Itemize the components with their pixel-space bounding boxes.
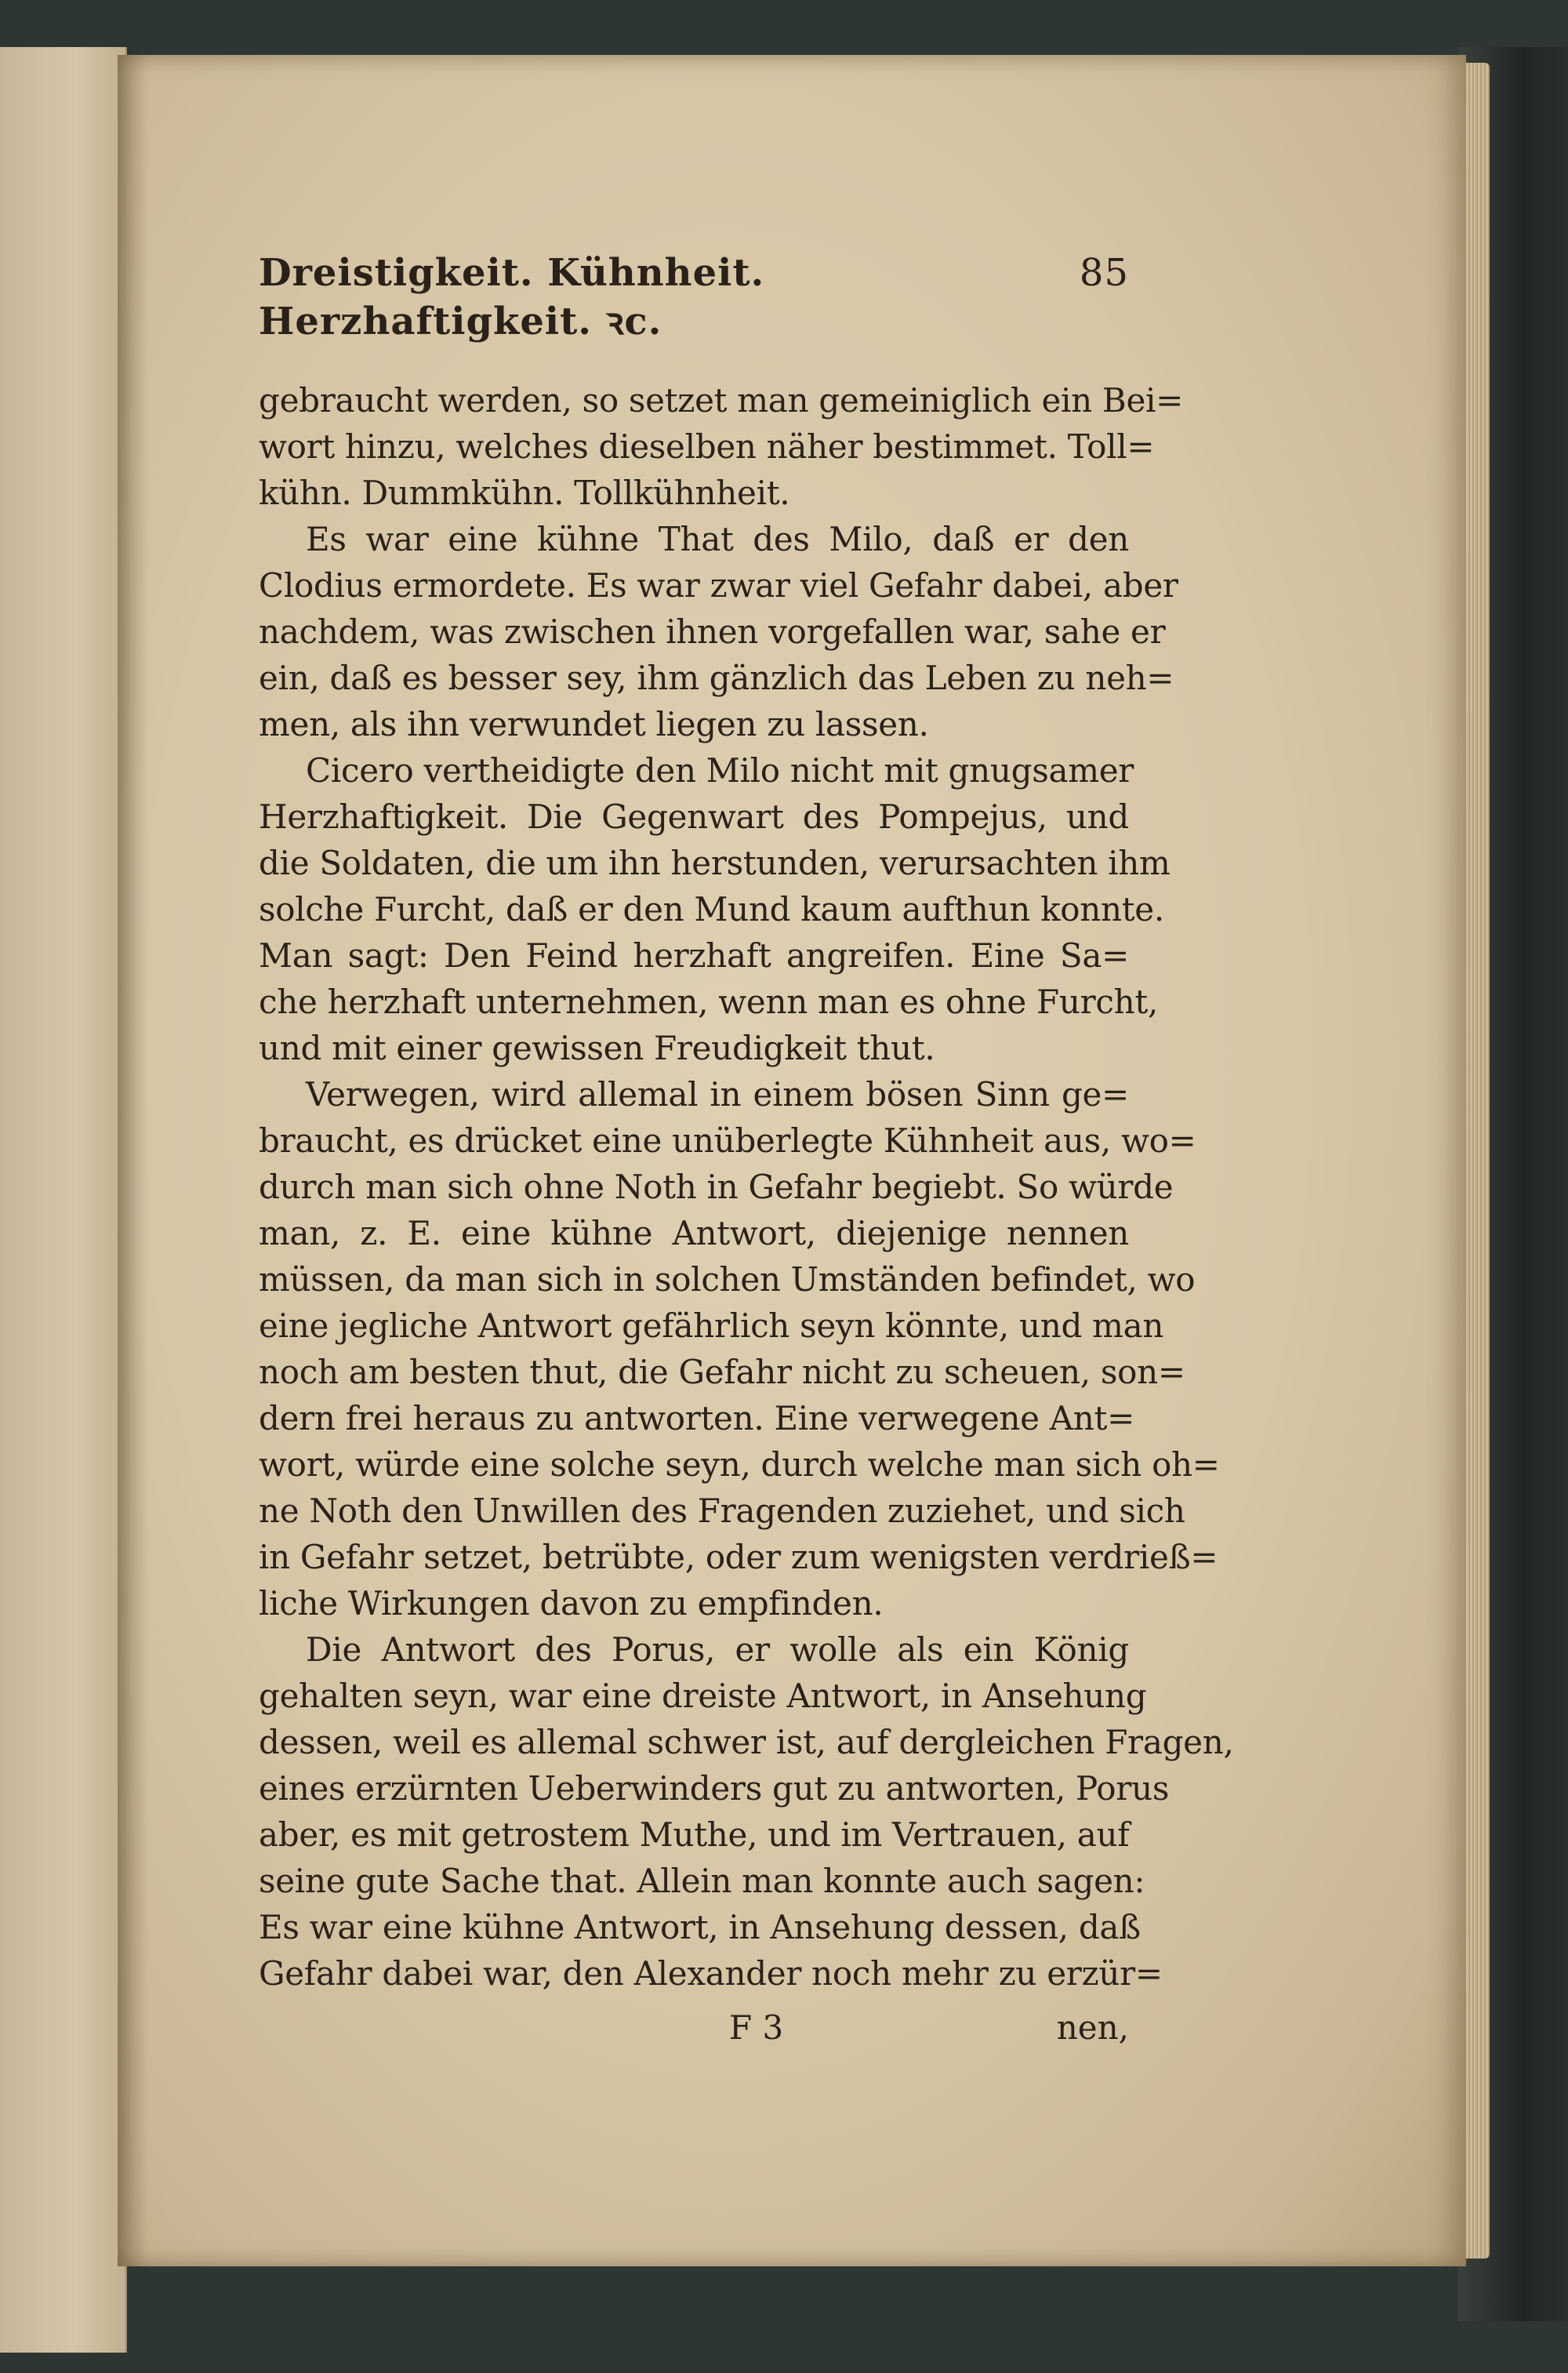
text-line: eines erzürnten Ueberwinders gut zu antworten, Porus xyxy=(259,1769,1170,1808)
page-footer xyxy=(259,2004,1129,2051)
text-line: men, als ihn verwundet liegen zu lassen. xyxy=(259,705,929,743)
text-line: braucht, es drücket eine unüberlegte Kühnheit aus, wo= xyxy=(259,1121,1196,1160)
text-line: wort hinzu, welches dieselben näher bestimmet. Toll= xyxy=(259,427,1155,466)
text-line: Man sagt: Den Feind herzhaft angreifen. Eine Sa= xyxy=(259,936,1129,975)
text-line: Es war eine kühne That des Milo, daß er den xyxy=(306,520,1129,558)
text-line: gebraucht werden, so setzet man gemeiniglich ein Bei= xyxy=(259,381,1184,420)
text-line: müssen, da man sich in solchen Umständen befindet, wo xyxy=(259,1260,1196,1299)
left-facing-page xyxy=(0,47,127,2353)
text-line: Gefahr dabei war, den Alexander noch mehr zu erzür= xyxy=(259,1954,1163,1993)
text-line: aber, es mit getrostem Muthe, und im Vertrauen, auf xyxy=(259,1815,1130,1854)
text-line: man, z. E. eine kühne Antwort, diejenige nennen xyxy=(259,1214,1129,1252)
text-line: dessen, weil es allemal schwer ist, auf dergleichen Fragen, xyxy=(259,1723,1234,1761)
text-line: Es war eine kühne Antwort, in Ansehung dessen, daß xyxy=(259,1908,1141,1946)
text-line: durch man sich ohne Noth in Gefahr begiebt. So würde xyxy=(259,1168,1174,1206)
text-line: nachdem, was zwischen ihnen vorgefallen war, sahe er xyxy=(259,612,1166,651)
text-line: liche Wirkungen davon zu empfinden. xyxy=(259,1584,884,1623)
text-line: Herzhaftigkeit. Die Gegenwart des Pompejus, und xyxy=(259,798,1129,836)
text-line: Clodius ermordete. Es war zwar viel Gefahr dabei, aber xyxy=(259,566,1178,605)
text-line: die Soldaten, die um ihn herstunden, verursachten ihm xyxy=(259,844,1171,882)
text-line: gehalten seyn, war eine dreiste Antwort, in Ansehung xyxy=(259,1677,1147,1715)
gutter-shadow xyxy=(118,55,149,2266)
text-line: Cicero vertheidigte den Milo nicht mit gnugsamer xyxy=(306,751,1134,790)
body-text xyxy=(259,377,1234,1997)
text-line: seine gute Sache that. Allein man konnte auch sagen: xyxy=(259,1862,1145,1900)
text-line: dern frei heraus zu antworten. Eine verwegene Ant= xyxy=(259,1399,1135,1437)
text-line: noch am besten thut, die Gefahr nicht zu scheuen, son= xyxy=(259,1353,1185,1391)
page-text-block xyxy=(259,251,1234,2051)
text-line: und mit einer gewissen Freudigkeit thut. xyxy=(259,1029,935,1067)
text-line: Die Antwort des Porus, er wolle als ein König xyxy=(306,1630,1129,1669)
text-line: Verwegen, wird allemal in einem bösen Sinn ge= xyxy=(306,1075,1129,1114)
text-line: wort, würde eine solche seyn, durch welche man sich oh= xyxy=(259,1445,1220,1484)
text-line: eine jegliche Antwort gefährlich seyn könnte, und man xyxy=(259,1306,1164,1345)
page-number: 85 xyxy=(1079,251,1129,295)
text-line: solche Furcht, daß er den Mund kaum aufthun konnte. xyxy=(259,890,1164,928)
text-line: ne Noth den Unwillen des Fragenden zuziehet, und sich xyxy=(259,1492,1185,1530)
text-line: che herzhaft unternehmen, wenn man es ohne Furcht, xyxy=(259,983,1158,1021)
running-title: Dreistigkeit. Kühnheit. Herzhaftigkeit. ꝛc. xyxy=(259,251,765,343)
text-line: kühn. Dummkühn. Tollkühnheit. xyxy=(259,474,790,512)
text-line: ein, daß es besser sey, ihm gänzlich das Leben zu neh= xyxy=(259,659,1174,697)
text-line: in Gefahr setzet, betrübte, oder zum wenigsten verdrieß= xyxy=(259,1538,1218,1576)
signature-mark: F 3 xyxy=(729,2008,784,2047)
catchword: nen, xyxy=(1056,2008,1129,2047)
running-header xyxy=(259,251,1129,346)
